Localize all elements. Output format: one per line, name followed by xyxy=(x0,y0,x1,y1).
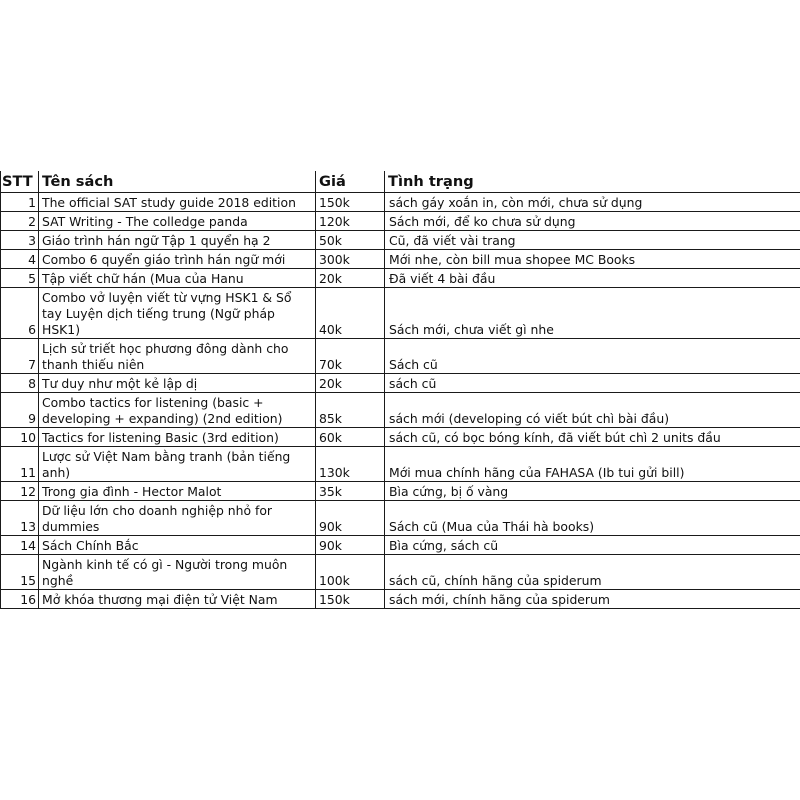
table-row xyxy=(1,231,800,250)
cell-price: 90k xyxy=(316,501,385,536)
header-stt: STT xyxy=(1,171,39,193)
cell-status: Đã viết 4 bài đầu xyxy=(385,269,800,288)
table-row xyxy=(1,428,800,447)
cell-book-name: SAT Writing - The colledge panda xyxy=(39,212,316,231)
header-price: Giá xyxy=(316,171,385,193)
header-book-name: Tên sách xyxy=(39,171,316,193)
table-row xyxy=(1,374,800,393)
cell-price: 90k xyxy=(316,536,385,555)
cell-status: Cũ, đã viết vài trang xyxy=(385,231,800,250)
header-row xyxy=(1,171,800,193)
cell-stt: 9 xyxy=(1,393,39,428)
cell-stt: 16 xyxy=(1,590,39,609)
cell-status: Bìa cứng, bị ố vàng xyxy=(385,482,800,501)
cell-stt: 8 xyxy=(1,374,39,393)
cell-stt: 7 xyxy=(1,339,39,374)
table-row xyxy=(1,590,800,609)
cell-price: 40k xyxy=(316,288,385,339)
cell-status: Mới mua chính hãng của FAHASA (Ib tui gửi bill) xyxy=(385,447,800,482)
cell-stt: 6 xyxy=(1,288,39,339)
cell-book-name: Dữ liệu lớn cho doanh nghiệp nhỏ for dummies xyxy=(39,501,316,536)
cell-price: 20k xyxy=(316,269,385,288)
cell-status: sách gáy xoắn in, còn mới, chưa sử dụng xyxy=(385,193,800,212)
table-row xyxy=(1,555,800,590)
cell-stt: 5 xyxy=(1,269,39,288)
cell-price: 60k xyxy=(316,428,385,447)
table-row xyxy=(1,288,800,339)
cell-book-name: Tập viết chữ hán (Mua của Hanu xyxy=(39,269,316,288)
cell-book-name: Tactics for listening Basic (3rd edition) xyxy=(39,428,316,447)
table-row xyxy=(1,536,800,555)
table-row xyxy=(1,269,800,288)
cell-stt: 3 xyxy=(1,231,39,250)
cell-price: 20k xyxy=(316,374,385,393)
table-row xyxy=(1,212,800,231)
cell-price: 100k xyxy=(316,555,385,590)
table-row xyxy=(1,501,800,536)
cell-price: 70k xyxy=(316,339,385,374)
cell-stt: 10 xyxy=(1,428,39,447)
table-row xyxy=(1,393,800,428)
cell-stt: 14 xyxy=(1,536,39,555)
cell-price: 130k xyxy=(316,447,385,482)
table-row xyxy=(1,447,800,482)
cell-book-name: Combo 6 quyển giáo trình hán ngữ mới xyxy=(39,250,316,269)
cell-status: Sách mới, để ko chưa sử dụng xyxy=(385,212,800,231)
cell-book-name: Lược sử Việt Nam bằng tranh (bản tiếng anh) xyxy=(39,447,316,482)
cell-price: 35k xyxy=(316,482,385,501)
table-row xyxy=(1,193,800,212)
table-row xyxy=(1,339,800,374)
table-row xyxy=(1,482,800,501)
book-list-sheet xyxy=(0,171,800,609)
cell-stt: 12 xyxy=(1,482,39,501)
cell-status: sách mới, chính hãng của spiderum xyxy=(385,590,800,609)
cell-stt: 2 xyxy=(1,212,39,231)
cell-book-name: Ngành kinh tế có gì - Người trong muôn nghề xyxy=(39,555,316,590)
table-row xyxy=(1,250,800,269)
cell-price: 150k xyxy=(316,193,385,212)
cell-book-name: Trong gia đình - Hector Malot xyxy=(39,482,316,501)
cell-status: Sách cũ (Mua của Thái hà books) xyxy=(385,501,800,536)
header-status: Tình trạng xyxy=(385,171,800,193)
cell-book-name: Sách Chính Bắc xyxy=(39,536,316,555)
cell-status: sách cũ xyxy=(385,374,800,393)
cell-price: 85k xyxy=(316,393,385,428)
cell-status: Sách mới, chưa viết gì nhe xyxy=(385,288,800,339)
book-list-table xyxy=(0,171,800,609)
cell-book-name: The official SAT study guide 2018 edition xyxy=(39,193,316,212)
cell-stt: 13 xyxy=(1,501,39,536)
cell-status: sách mới (developing có viết bút chì bài đầu) xyxy=(385,393,800,428)
cell-price: 150k xyxy=(316,590,385,609)
cell-book-name: Mở khóa thương mại điện tử Việt Nam xyxy=(39,590,316,609)
cell-status: Bìa cứng, sách cũ xyxy=(385,536,800,555)
cell-book-name: Giáo trình hán ngữ Tập 1 quyển hạ 2 xyxy=(39,231,316,250)
cell-price: 120k xyxy=(316,212,385,231)
cell-price: 300k xyxy=(316,250,385,269)
cell-stt: 15 xyxy=(1,555,39,590)
cell-status: sách cũ, chính hãng của spiderum xyxy=(385,555,800,590)
cell-status: Mới nhe, còn bill mua shopee MC Books xyxy=(385,250,800,269)
cell-book-name: Tư duy như một kẻ lập dị xyxy=(39,374,316,393)
cell-status: Sách cũ xyxy=(385,339,800,374)
cell-stt: 4 xyxy=(1,250,39,269)
cell-book-name: Combo tactics for listening (basic + developing + expanding) (2nd edition) xyxy=(39,393,316,428)
cell-stt: 11 xyxy=(1,447,39,482)
cell-stt: 1 xyxy=(1,193,39,212)
cell-status: sách cũ, có bọc bóng kính, đã viết bút chì 2 units đầu xyxy=(385,428,800,447)
cell-price: 50k xyxy=(316,231,385,250)
cell-book-name: Lịch sử triết học phương đông dành cho thanh thiếu niên xyxy=(39,339,316,374)
cell-book-name: Combo vở luyện viết từ vựng HSK1 & Sổ tay Luyện dịch tiếng trung (Ngữ pháp HSK1) xyxy=(39,288,316,339)
